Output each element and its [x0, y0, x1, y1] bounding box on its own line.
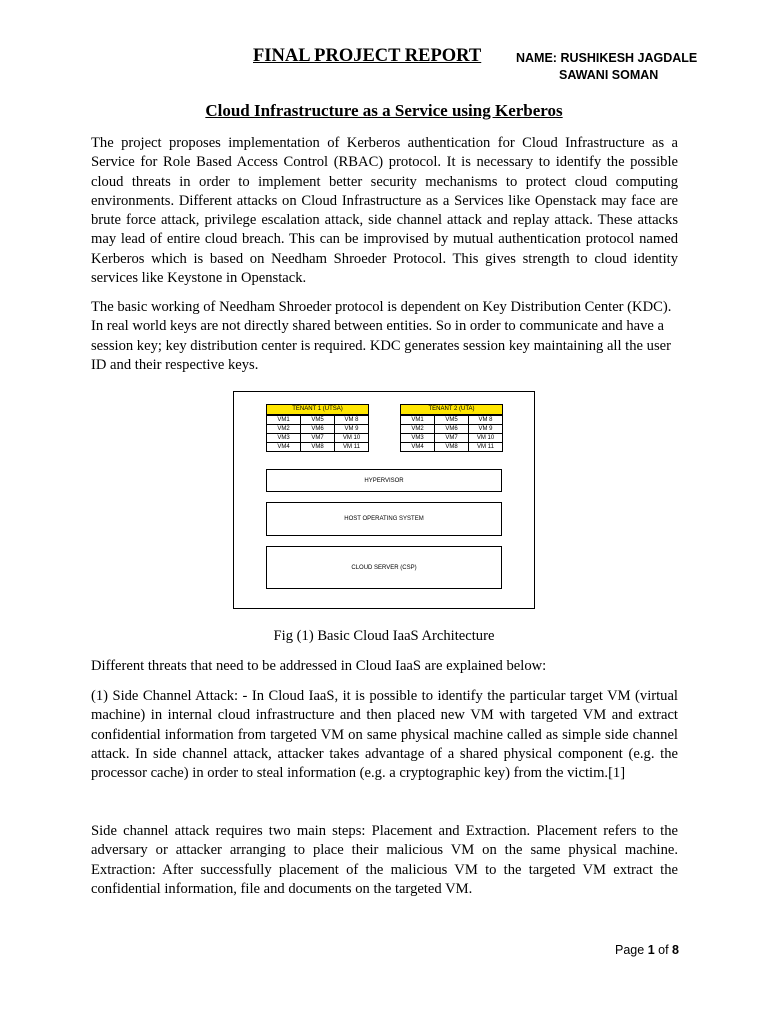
vm-cell: VM2 [401, 425, 435, 434]
vm-cell: VM5 [301, 416, 335, 425]
vm-cell: VM2 [267, 425, 301, 434]
table-row [267, 434, 369, 443]
vm-cell: VM4 [401, 443, 435, 452]
table-row [267, 416, 369, 425]
page-word: Page [615, 943, 645, 957]
page-of: of [658, 943, 669, 957]
vm-cell: VM7 [301, 434, 335, 443]
vm-cell: VM6 [435, 425, 469, 434]
vm-cell: VM 11 [469, 443, 503, 452]
page-number [615, 943, 679, 957]
table-row [267, 443, 369, 452]
document-heading: Cloud Infrastructure as a Service using Kerberos [205, 101, 563, 120]
vm-cell: VM8 [435, 443, 469, 452]
vm-cell: VM5 [435, 416, 469, 425]
table-row [401, 434, 503, 443]
author-name-2: SAWANI SOMAN [559, 68, 659, 82]
vm-cell: VM3 [401, 434, 435, 443]
architecture-figure [233, 391, 535, 609]
cloud-server-layer: CLOUD SERVER (CSP) [266, 546, 502, 589]
table-row [267, 425, 369, 434]
tenant-1-block [266, 404, 369, 452]
vm-cell: VM4 [267, 443, 301, 452]
figure-caption: Fig (1) Basic Cloud IaaS Architecture [273, 628, 495, 644]
table-row [401, 416, 503, 425]
threats-intro-paragraph: Different threats that need to be addressed in Cloud IaaS are explained below: [91, 658, 547, 674]
steps-paragraph: Side channel attack requires two main steps: Placement and Extraction. Placement refers to the adversary or attacker arranging to place their malicious VM on the same physical machine. Extraction: After successfully placement of the malicious VM to the targeted VM extract the confidential information, file and documents on the targeted VM. [91, 823, 678, 897]
page-total: 8 [672, 943, 679, 957]
vm-cell: VM1 [401, 416, 435, 425]
tenant-2-vm-table [400, 415, 503, 452]
side-channel-paragraph: (1) Side Channel Attack: - In Cloud IaaS, it is possible to identify the particular target VM (virtual machine) in internal cloud infrastructure and then placed new VM with targeted VM and extract confidential information from targeted VM on same physical machine called as simple side channel attack. In side channel attack, attacker takes advantage of a shared physical component (e.g. the processor cache) in order to steal information (e.g. a cryptographic key) from the victim.[1] [91, 688, 678, 782]
vm-cell: VM7 [435, 434, 469, 443]
author-name-1: NAME: RUSHIKESH JAGDALE [516, 51, 698, 65]
table-row [401, 425, 503, 434]
vm-cell: VM 10 [469, 434, 503, 443]
vm-cell: VM 11 [335, 443, 369, 452]
hypervisor-layer: HYPERVISOR [266, 469, 502, 492]
vm-cell: VM8 [301, 443, 335, 452]
vm-cell: VM 8 [335, 416, 369, 425]
table-row [401, 443, 503, 452]
author-names [516, 50, 716, 84]
vm-cell: VM6 [301, 425, 335, 434]
report-title: FINAL PROJECT REPORT [253, 46, 482, 66]
tenant-1-label: TENANT 1 (UTSA) [266, 404, 369, 415]
host-os-layer: HOST OPERATING SYSTEM [266, 502, 502, 536]
tenant-1-vm-table [266, 415, 369, 452]
tenant-2-block [400, 404, 503, 452]
kdc-paragraph: The basic working of Needham Shroeder protocol is dependent on Key Distribution Center (KDC). In real world keys are not directly shared between entities. So in order to communicate and have a session key; key distribution center is required. KDC generates session key maintaining all the user ID and their respective keys. [91, 299, 672, 373]
vm-cell: VM 9 [469, 425, 503, 434]
vm-cell: VM 8 [469, 416, 503, 425]
tenant-2-label: TENANT 2 (UTA) [400, 404, 503, 415]
intro-paragraph: The project proposes implementation of Kerberos authentication for Cloud Infrastructure as a Service for Role Based Access Control (RBAC) protocol. It is necessary to identify the possible cloud threats in order to implement better security mechanisms to protect cloud computing environments. Different attacks on Cloud Infrastructure as a Services like Openstack may face are brute force attack, privilege escalation attack, side channel attack and replay attack. These attacks may lead of entire cloud breach. This can be improvised by mutual authentication protocol named Kerberos which is based on Needham Shroeder Protocol. This gives strength to cloud identity services like Keystone in Openstack. [91, 135, 678, 287]
vm-cell: VM3 [267, 434, 301, 443]
vm-cell: VM 9 [335, 425, 369, 434]
vm-cell: VM 10 [335, 434, 369, 443]
vm-cell: VM1 [267, 416, 301, 425]
page-current: 1 [647, 943, 655, 957]
